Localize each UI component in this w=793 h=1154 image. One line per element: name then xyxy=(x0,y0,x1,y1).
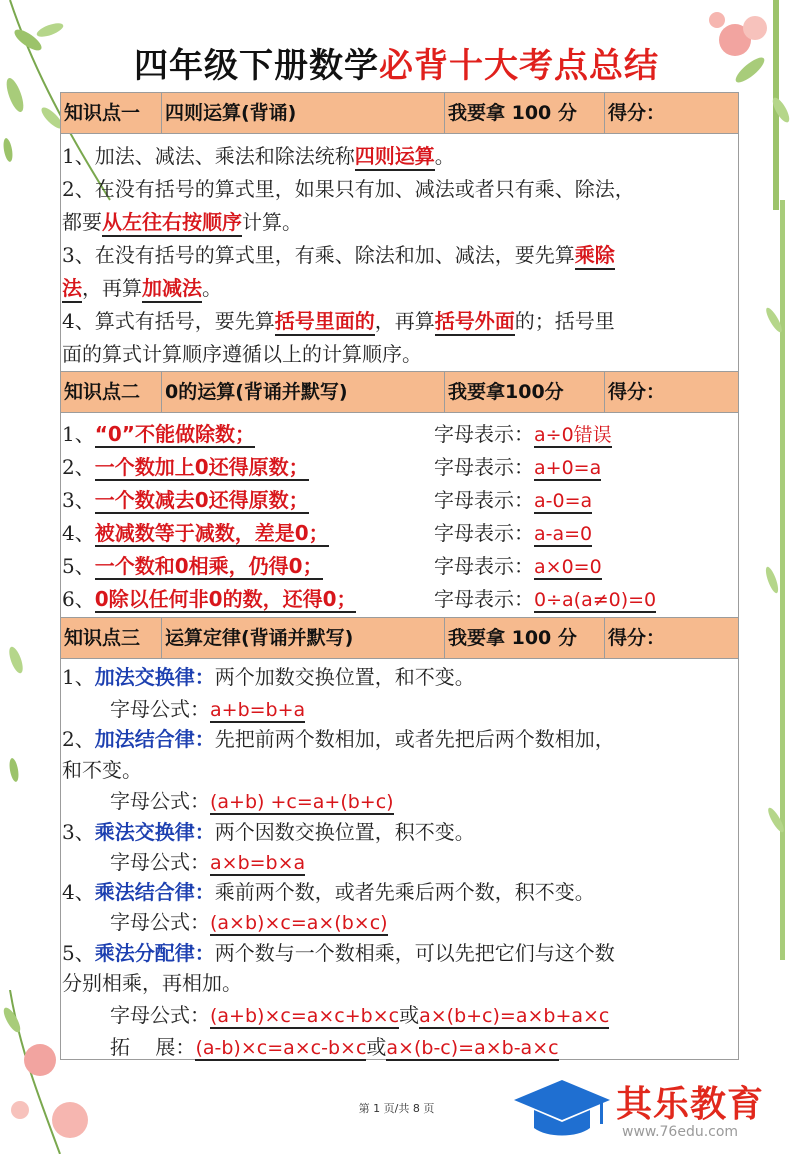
s1-line5 xyxy=(62,271,222,305)
s2-rule-2 xyxy=(62,451,309,483)
s2-num: 1、 xyxy=(62,422,95,446)
s3-law-name: 乘法结合律： xyxy=(94,880,215,904)
s3-ext-label: 拓 展： xyxy=(110,1035,196,1059)
section3-header xyxy=(61,617,738,659)
s2-rule-3 xyxy=(62,484,309,516)
s1-text: 的；括号里 xyxy=(514,309,615,333)
s3-law5 xyxy=(62,936,615,970)
page-number: 第 1 页/共 8 页 xyxy=(358,1102,435,1115)
s2-num: 2、 xyxy=(62,455,95,479)
s3-law-name: 乘法分配律： xyxy=(94,941,215,965)
s2-formula-1 xyxy=(434,418,612,451)
s2-formula: a÷0错误 xyxy=(534,424,612,446)
s3-formula: a+b=b+a xyxy=(210,699,306,721)
s1-keyword: 法 xyxy=(62,276,82,303)
s1-keyword: 从左往右按顺序 xyxy=(102,210,242,237)
s1-keyword: 括号外面 xyxy=(435,309,515,336)
s3-formula: a×b=b×a xyxy=(210,852,306,874)
section2-header-topic: 0的运算(背诵并默写) xyxy=(161,372,444,412)
s1-line3 xyxy=(62,205,302,239)
s2-rule-text: 一个数加上0还得原数； xyxy=(94,455,309,479)
s3-ext-formula-line xyxy=(110,1030,559,1065)
section2-header-label: 知识点二 xyxy=(64,381,141,403)
s3-law2 xyxy=(62,722,615,756)
s3-law2-formula-line xyxy=(110,784,394,819)
s1-keyword: 乘除 xyxy=(575,243,615,270)
s2-rule-4 xyxy=(62,517,329,549)
s3-law-desc: 两个数与一个数相乘，可以先把它们与这个数 xyxy=(214,941,615,965)
section2-header xyxy=(61,371,738,413)
s2-rule-1 xyxy=(62,418,255,450)
s1-line7: 面的算式计算顺序遵循以上的计算顺序。 xyxy=(62,342,422,366)
s3-num: 4、 xyxy=(62,880,95,904)
s3-law5-formula-line xyxy=(110,998,609,1033)
s3-or: 或 xyxy=(366,1035,387,1059)
logo-url: www.76edu.com xyxy=(622,1124,739,1140)
s2-formula-6 xyxy=(434,583,656,616)
s3-formula: a×(b+c)=a×b+a×c xyxy=(419,1005,610,1027)
s2-rule-5 xyxy=(62,550,323,582)
s3-law4-formula-line xyxy=(110,905,388,940)
s3-formula: (a×b)×c=a×(b×c) xyxy=(210,912,388,934)
s1-keyword: 加减法 xyxy=(142,276,202,303)
section3-header-label: 知识点三 xyxy=(64,627,141,649)
s2-label: 字母表示： xyxy=(434,521,534,545)
left-leaf-decoration xyxy=(0,620,40,820)
s3-num: 1、 xyxy=(62,665,95,689)
section2-header-goal: 我要拿100分 xyxy=(444,372,604,412)
s2-num: 4、 xyxy=(62,521,95,545)
s3-formula-label: 字母公式： xyxy=(110,910,210,934)
s3-law-name: 加法结合律： xyxy=(94,727,215,751)
s3-law1 xyxy=(62,660,475,694)
title-part2: 必背十大考点总结 xyxy=(379,46,659,86)
s2-formula: a-0=a xyxy=(534,490,593,512)
s3-or: 或 xyxy=(399,1003,420,1027)
s3-law3 xyxy=(62,815,475,849)
s2-num: 6、 xyxy=(62,587,95,611)
s3-law-desc: 先把前两个数相加，或者先把后两个数相加， xyxy=(214,727,615,751)
s3-law-desc: 两个加数交换位置，和不变。 xyxy=(214,665,475,689)
s1-text: 计算。 xyxy=(242,210,302,234)
title-part1: 四年级下册数学 xyxy=(134,46,379,86)
s2-rule-6 xyxy=(62,583,356,615)
s2-label: 字母表示： xyxy=(434,422,534,446)
s2-formula: 0÷a(a≠0)=0 xyxy=(534,589,657,611)
section3-header-goal: 我要拿 100 分 xyxy=(444,618,604,658)
s1-text: ，再算 xyxy=(374,309,435,333)
s1-keyword: 括号里面的 xyxy=(275,309,375,336)
s2-rule-text: 一个数和0相乘，仍得0； xyxy=(94,554,323,578)
right-bamboo-decoration xyxy=(760,200,793,960)
s1-text: 。 xyxy=(434,144,455,168)
page-title xyxy=(0,38,793,87)
s1-text: 3、在没有括号的算式里，有乘、除法和加、减法，要先算 xyxy=(62,243,575,267)
s3-formula-label: 字母公式： xyxy=(110,1003,210,1027)
s3-law-desc: 乘前两个数，或者先乘后两个数，积不变。 xyxy=(214,880,595,904)
s3-formula-label: 字母公式： xyxy=(110,697,210,721)
s1-text: 都要 xyxy=(62,210,102,234)
s3-law-name: 加法交换律： xyxy=(94,665,215,689)
graduation-cap-icon xyxy=(512,1078,612,1142)
s3-formula: (a+b)×c=a×c+b×c xyxy=(210,1005,400,1027)
section3-header-topic: 运算定律(背诵并默写) xyxy=(161,618,444,658)
s3-num: 5、 xyxy=(62,941,95,965)
s2-rule-text: 被减数等于减数，差是0； xyxy=(94,521,329,545)
s3-law5-cont: 分别相乘，再相加。 xyxy=(62,971,242,995)
s1-line2: 2、在没有括号的算式里，如果只有加、减法或者只有乘、除法， xyxy=(62,177,635,201)
s2-formula: a-a=0 xyxy=(534,523,593,545)
s2-formula-4 xyxy=(434,517,592,550)
s2-formula-5 xyxy=(434,550,602,583)
s3-formula: (a+b) +c=a+(b+c) xyxy=(210,791,394,813)
s3-num: 3、 xyxy=(62,820,95,844)
s1-text: 1、加法、减法、乘法和除法统称 xyxy=(62,144,355,168)
section1-header-score: 得分： xyxy=(604,93,738,133)
s1-line6 xyxy=(62,304,615,338)
s2-rule-text: 0除以任何非0的数，还得0； xyxy=(94,587,357,611)
s2-num: 3、 xyxy=(62,488,95,512)
s2-label: 字母表示： xyxy=(434,587,534,611)
s2-label: 字母表示： xyxy=(434,488,534,512)
s1-text: ，再算 xyxy=(82,276,142,300)
s2-label: 字母表示： xyxy=(434,455,534,479)
s2-formula-3 xyxy=(434,484,592,517)
section1-header-goal: 我要拿 100 分 xyxy=(444,93,604,133)
s2-formula: a+0=a xyxy=(534,457,602,479)
s3-num: 2、 xyxy=(62,727,95,751)
section2-header-score: 得分： xyxy=(604,372,738,412)
s3-law-name: 乘法交换律： xyxy=(94,820,215,844)
section1-header-topic: 四则运算(背诵) xyxy=(161,93,444,133)
s2-label: 字母表示： xyxy=(434,554,534,578)
s3-law-desc: 两个因数交换位置，积不变。 xyxy=(214,820,475,844)
s3-formula: (a-b)×c=a×c-b×c xyxy=(195,1037,367,1059)
s2-formula-2 xyxy=(434,451,601,484)
section1-header-label: 知识点一 xyxy=(64,102,141,124)
s1-text: 4、算式有括号，要先算 xyxy=(62,309,275,333)
s3-law4 xyxy=(62,875,595,909)
s1-line4 xyxy=(62,238,615,272)
section3-header-score: 得分： xyxy=(604,618,738,658)
s2-num: 5、 xyxy=(62,554,95,578)
s3-formula-label: 字母公式： xyxy=(110,789,210,813)
s1-line1 xyxy=(62,139,455,173)
s1-keyword: 四则运算 xyxy=(355,144,435,171)
s2-formula: a×0=0 xyxy=(534,556,602,578)
s2-rule-text: “0”不能做除数； xyxy=(94,422,255,446)
s3-formula-label: 字母公式： xyxy=(110,850,210,874)
s3-law2-cont: 和不变。 xyxy=(62,758,142,782)
section1-header xyxy=(61,92,738,134)
s3-formula: a×(b-c)=a×b-a×c xyxy=(386,1037,559,1059)
logo-name: 其乐教育 xyxy=(616,1084,765,1125)
s2-rule-text: 一个数减去0还得原数； xyxy=(94,488,309,512)
s1-text: 。 xyxy=(202,276,222,300)
